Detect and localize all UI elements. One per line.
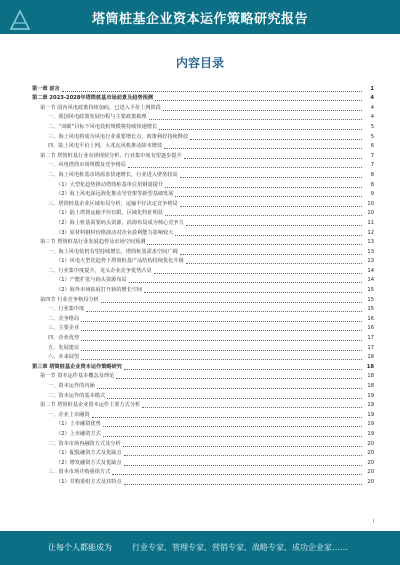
- toc-entry-label: 四、陆上风电平价上网，大兆瓦风机推动降本增效: [48, 143, 163, 150]
- toc-entry[interactable]: [32, 238, 374, 248]
- toc-entry-label: （3）原材料钢材价格波动对企业盈利能力影响较大: [56, 229, 174, 236]
- toc-leader-dots: [92, 417, 362, 418]
- toc-entry-label: （1）大型化趋势推动塔筒桩基单位用钢量提升: [56, 181, 164, 188]
- toc-entry[interactable]: [32, 477, 374, 487]
- toc-leader-dots: [149, 119, 362, 120]
- page-number: I: [372, 519, 374, 525]
- toc-entry-label: 一、资本运作的内涵: [48, 383, 95, 389]
- page-title: 内容目录: [175, 56, 224, 70]
- toc-entry-page: 20: [367, 450, 374, 457]
- toc-leader-dots: [124, 369, 362, 370]
- toc-entry[interactable]: [32, 132, 374, 142]
- toc-entry[interactable]: [32, 353, 374, 363]
- toc-leader-dots: [123, 446, 362, 447]
- toc-leader-dots: [124, 465, 362, 466]
- toc-entry-label: 二、资本运作的基本模式: [48, 392, 106, 399]
- toc-entry-page: 14: [367, 277, 374, 284]
- toc-leader-dots: [116, 378, 362, 379]
- toc-entry-page: 18: [366, 363, 374, 370]
- toc-entry[interactable]: [32, 295, 374, 305]
- toc-entry-label: 一、行业集中度: [48, 306, 85, 313]
- toc-entry-label: 二、“双碳”目标下风电装机规模将持续快速增长: [48, 123, 158, 130]
- toc-leader-dots: [190, 139, 362, 140]
- toc-entry-label: 一、企业上市融资: [48, 411, 90, 418]
- toc-entry-label: 六、未来展望: [48, 354, 80, 361]
- toc-entry-label: （1）产能扩张与码头资源布局: [56, 277, 127, 284]
- toc-entry-label: 五、发展建议: [48, 344, 80, 351]
- toc-entry-page: 13: [367, 248, 374, 255]
- toc-entry[interactable]: [32, 314, 374, 324]
- toc-entry[interactable]: [32, 458, 374, 468]
- toc-entry[interactable]: [32, 113, 374, 123]
- toc-entry-page: 17: [367, 344, 374, 351]
- toc-entry[interactable]: [32, 94, 374, 104]
- toc-entry-label: 一、我国风电政策发展历程与主要政策梳理: [48, 114, 147, 121]
- report-header-banner: [0, 0, 400, 34]
- toc-entry[interactable]: [32, 199, 374, 209]
- toc-entry[interactable]: [32, 266, 374, 276]
- toc-leader-dots: [165, 187, 362, 188]
- toc-entry[interactable]: [32, 324, 374, 334]
- toc-entry-page: 10: [367, 210, 374, 217]
- toc-leader-dots: [154, 273, 362, 274]
- toc-leader-dots: [164, 148, 362, 149]
- toc-leader-dots: [175, 196, 362, 197]
- toc-entry[interactable]: [32, 180, 374, 190]
- toc-entry[interactable]: [32, 247, 374, 257]
- toc-entry-page: 4: [370, 114, 374, 121]
- toc-entry-label: 第一节 资本运作基本概念及理论: [40, 373, 115, 380]
- toc-entry-page: 18: [367, 373, 374, 380]
- toc-entry-label: 第二节 塔筒桩基行业市场现状分析，行业集中度有望逐步提升: [40, 152, 182, 159]
- toc-entry[interactable]: [32, 285, 374, 295]
- toc-entry-page: 19: [367, 402, 374, 409]
- toc-entry[interactable]: [32, 170, 374, 180]
- toc-entry-page: 18: [367, 354, 374, 361]
- toc-entry[interactable]: [32, 218, 374, 228]
- toc-entry-page: 8: [370, 181, 374, 188]
- toc-leader-dots: [128, 167, 362, 168]
- toc-entry[interactable]: [32, 190, 374, 200]
- toc-leader-dots: [112, 474, 362, 475]
- toc-entry-page: 20: [367, 459, 374, 466]
- toc-entry[interactable]: [32, 209, 374, 219]
- toc-leader-dots: [180, 254, 362, 255]
- toc-entry-page: 8: [370, 171, 374, 178]
- toc-entry-label: （1）上市融资优势: [56, 421, 101, 428]
- toc-leader-dots: [81, 359, 362, 360]
- toc-leader-dots: [144, 292, 362, 293]
- toc-entry-page: 1: [370, 85, 374, 92]
- toc-entry-page: 19: [367, 421, 374, 428]
- toc-entry-page: 14: [367, 267, 374, 274]
- toc-entry[interactable]: [32, 305, 374, 315]
- toc-entry-page: 5: [370, 123, 374, 130]
- toc-entry[interactable]: [32, 410, 374, 420]
- toc-entry[interactable]: [32, 122, 374, 132]
- toc-entry-label: 第二章 2023-2028年塔筒桩基市场前景及趋势预测: [32, 95, 154, 102]
- toc-entry[interactable]: [32, 362, 374, 372]
- toc-leader-dots: [147, 244, 362, 245]
- toc-entry-label: （2）海上桩基需要码头资源，沿海布局成为核心竞争力: [56, 219, 184, 226]
- toc-entry-page: 20: [367, 478, 374, 485]
- toc-entry[interactable]: [32, 151, 374, 161]
- table-of-contents: [32, 84, 374, 487]
- toc-leader-dots: [124, 455, 362, 456]
- toc-entry-label: （2）海外市场拓展打开新的增长空间: [56, 287, 143, 294]
- toc-entry-label: （1）并购重组方式及其特点: [56, 478, 122, 485]
- toc-entry-label: 第三节 塔筒桩基行业发展趋势及市场空间预测: [40, 239, 146, 246]
- toc-leader-dots: [107, 398, 362, 399]
- toc-entry-page: 15: [367, 306, 374, 313]
- toc-entry-label: 第三章 塔筒桩基企业资本运作策略研究: [32, 363, 122, 370]
- toc-entry[interactable]: [32, 429, 374, 439]
- toc-leader-dots: [81, 340, 362, 341]
- toc-entry-page: 5: [370, 133, 374, 140]
- toc-leader-dots: [180, 206, 362, 207]
- toc-entry-page: 4: [370, 104, 374, 111]
- toc-leader-dots: [159, 129, 362, 130]
- toc-entry-label: （2）海上风电深远海化推动导管架等新型基础发展: [56, 191, 174, 198]
- toc-leader-dots: [81, 321, 362, 322]
- toc-entry-label: 一、风电塔筒市场规模及竞争格局: [48, 162, 126, 169]
- toc-entry-label: 二、资本市场再融资方式及分析: [48, 440, 121, 447]
- toc-entry-page: 19: [367, 392, 374, 399]
- toc-leader-dots: [62, 91, 362, 92]
- toc-entry-label: （1）陆上塔筒运输半径有限，区域化特征明显: [56, 210, 164, 217]
- toc-entry-page: 16: [367, 325, 374, 332]
- toc-entry[interactable]: [32, 257, 374, 267]
- report-title: 塔筒桩基企业资本运作策略研究报告: [91, 12, 308, 27]
- toc-entry-label: 三、资本市场并购重组方式: [48, 469, 111, 476]
- toc-entry[interactable]: [32, 391, 374, 401]
- toc-entry[interactable]: [32, 420, 374, 430]
- toc-entry[interactable]: [32, 103, 374, 113]
- toc-leader-dots: [186, 263, 362, 264]
- toc-leader-dots: [81, 350, 362, 351]
- toc-entry-page: 15: [367, 287, 374, 294]
- toc-entry-page: 7: [370, 162, 374, 169]
- toc-entry-label: 二、竞争格局: [48, 315, 80, 322]
- toc-entry-page: 11: [367, 219, 374, 226]
- toc-entry-label: 二、海上风电桩基市场需求快速增长，行业进入壁垒较高: [48, 171, 178, 178]
- toc-entry-page: 13: [367, 258, 374, 265]
- toc-entry-page: 20: [367, 440, 374, 447]
- toc-leader-dots: [175, 235, 362, 236]
- toc-entry-page: 20: [367, 469, 374, 476]
- toc-entry[interactable]: [32, 468, 374, 478]
- toc-entry-page: 13: [367, 239, 374, 246]
- toc-entry-page: 4: [370, 95, 374, 102]
- toc-entry-label: （2）增发融资方式及优缺点: [56, 459, 122, 466]
- toc-entry-page: 6: [370, 143, 374, 150]
- toc-entry[interactable]: [32, 142, 374, 152]
- toc-entry[interactable]: [32, 449, 374, 459]
- toc-entry[interactable]: [32, 84, 374, 94]
- toc-leader-dots: [101, 302, 362, 303]
- toc-leader-dots: [81, 330, 362, 331]
- toc-entry-page: 17: [367, 335, 374, 342]
- toc-entry[interactable]: [32, 381, 374, 391]
- toc-entry-label: 第二节 塔筒桩基企业资本运作主要方式分析: [40, 402, 141, 409]
- toc-leader-dots: [142, 407, 362, 408]
- toc-leader-dots: [103, 436, 362, 437]
- toc-entry-label: 四、企业优势: [48, 335, 80, 342]
- toc-entry[interactable]: [32, 333, 374, 343]
- toc-entry[interactable]: [32, 439, 374, 449]
- toc-entry-label: 三、主要企业: [48, 325, 80, 332]
- toc-entry[interactable]: [32, 401, 374, 411]
- toc-leader-dots: [155, 100, 362, 101]
- toc-leader-dots: [163, 110, 362, 111]
- toc-entry-label: 第一章 前言: [32, 85, 60, 92]
- toc-entry[interactable]: [32, 228, 374, 238]
- toc-leader-dots: [86, 311, 362, 312]
- footer-banner: [0, 531, 400, 565]
- toc-entry-page: 19: [367, 411, 374, 418]
- toc-leader-dots: [97, 388, 362, 389]
- toc-entry-label: 三、塔筒桩基企业区域布局分析，运输半径决定竞争格局: [48, 200, 178, 207]
- footer-slogan-right: 行业专家、管理专家、营销专家、战略专家、成功企业家……: [132, 543, 348, 552]
- toc-entry-page: 10: [367, 200, 374, 207]
- toc-entry-page: 9: [370, 191, 374, 198]
- toc-entry[interactable]: [32, 372, 374, 382]
- toc-leader-dots: [165, 215, 362, 216]
- toc-entry-label: （2）上市融资方式: [56, 430, 101, 437]
- toc-entry-page: 18: [367, 383, 374, 389]
- toc-leader-dots: [184, 158, 362, 159]
- toc-entry-label: 第四节 行业竞争格局分析: [40, 296, 99, 303]
- toc-entry-label: （1）配股融资方式及优缺点: [56, 450, 122, 457]
- footer-slogan-left: 让每个人都能成为: [48, 543, 112, 552]
- toc-entry-label: （1）风电大型化趋势下塔筒桩基产品结构持续优化升级: [56, 258, 184, 265]
- toc-entry-label: 第一节 国内风电政策持续加码，已进入平价上网阶段: [40, 104, 161, 111]
- toc-entry-page: 15: [367, 296, 374, 303]
- toc-leader-dots: [129, 282, 362, 283]
- toc-leader-dots: [180, 177, 362, 178]
- toc-leader-dots: [103, 426, 362, 427]
- toc-entry-page: 7: [370, 152, 374, 159]
- toc-entry[interactable]: [32, 161, 374, 171]
- toc-entry-label: 二、行业集中度提升，龙头企业竞争优势凸显: [48, 267, 152, 274]
- toc-entry-label: 三、海上风电将成为风电行业重要增长点，政策利好持续释放: [48, 133, 189, 140]
- toc-leader-dots: [186, 225, 362, 226]
- toc-entry-label: 一、海上风电装机有望持续增长，塔筒桩基需求空间广阔: [48, 248, 178, 255]
- toc-entry[interactable]: [32, 343, 374, 353]
- toc-entry-page: 19: [367, 430, 374, 437]
- toc-entry-page: 12: [367, 229, 374, 236]
- toc-leader-dots: [124, 484, 362, 485]
- toc-entry[interactable]: [32, 276, 374, 286]
- toc-entry-page: 16: [367, 315, 374, 322]
